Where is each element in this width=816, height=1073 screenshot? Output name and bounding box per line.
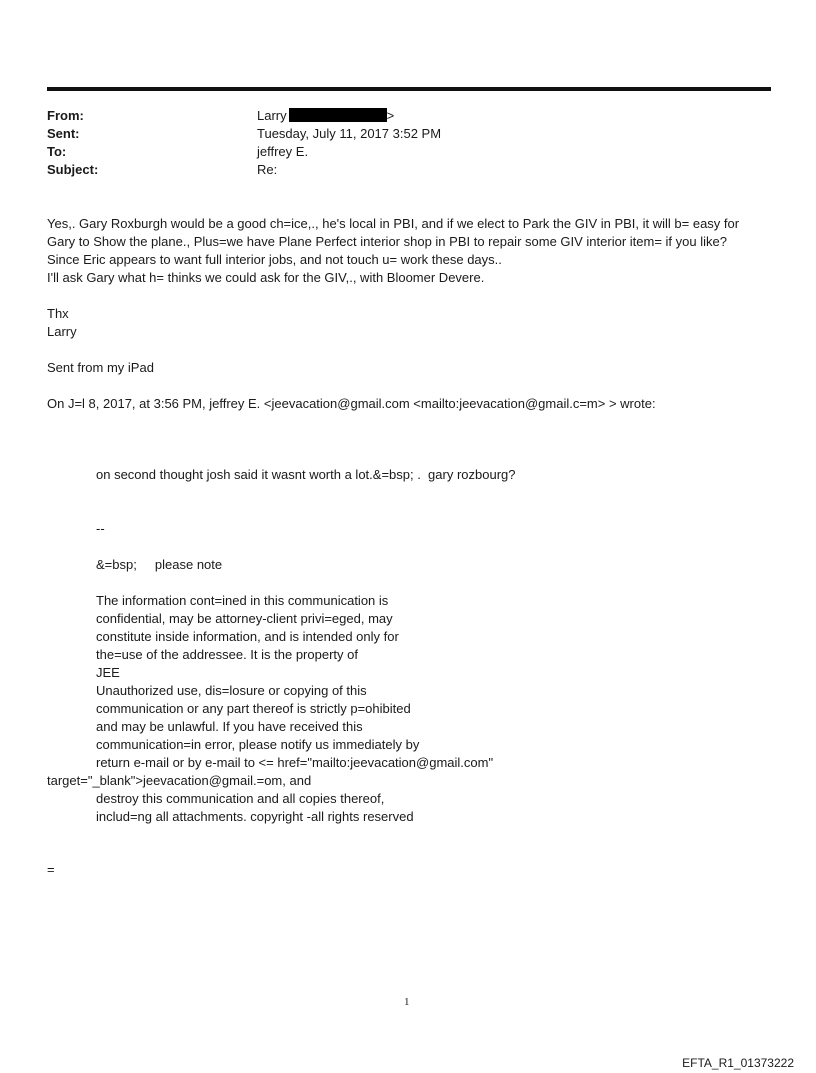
- from-value: [257, 108, 394, 123]
- body-line: Since Eric appears to want full interior jobs, and not touch u= work these days..: [47, 252, 502, 267]
- sent-value: Tuesday, July 11, 2017 3:52 PM: [257, 126, 442, 141]
- quote-header: On J=l 8, 2017, at 3:56 PM, jeffrey E. <jeevacation@gmail.com <mailto:jeevacation@gmail.c=m> > wrote:: [47, 396, 656, 411]
- body-line: I'll ask Gary what h= thinks we could ask for the GIV,., with Bloomer Devere.: [47, 270, 485, 285]
- redaction-bar: [289, 108, 387, 122]
- quoted-message: on second thought josh said it wasnt worth a lot.&=bsp; . gary rozbourg?: [96, 467, 516, 482]
- target-line: target="_blank">jeevacation@gmail.=om, and: [47, 773, 312, 788]
- disclaimer-line: constitute inside information, and is intended only for: [96, 629, 399, 644]
- disclaimer-line: JEE: [96, 665, 120, 680]
- signature-line: Sent from my iPad: [47, 360, 154, 375]
- sent-label: Sent:: [47, 126, 80, 141]
- please-note: &=bsp; please note: [96, 557, 223, 572]
- from-label: From:: [47, 108, 84, 123]
- header-rule: [47, 87, 771, 91]
- thx-line: Thx: [47, 306, 69, 321]
- trailing-equals: =: [47, 862, 55, 877]
- disclaimer-line: and may be unlawful. If you have received this: [96, 719, 363, 734]
- disclaimer-line: includ=ng all attachments. copyright -all rights reserved: [96, 809, 414, 824]
- body-line: Yes,. Gary Roxburgh would be a good ch=ice,., he's local in PBI, and if we elect to Park the GIV in PBI, it will b= easy for: [47, 216, 740, 231]
- name-line: Larry: [47, 324, 77, 339]
- disclaimer-line: The information cont=ined in this communication is: [96, 593, 389, 608]
- body-line: Gary to Show the plane., Plus=we have Plane Perfect interior shop in PBI to repair some GIV interior item= if you like?: [47, 234, 727, 249]
- bates-number: EFTA_R1_01373222: [682, 1056, 794, 1070]
- to-label: To:: [47, 144, 67, 159]
- subject-label: Subject:: [47, 162, 99, 177]
- disclaimer-line: destroy this communication and all copies thereof,: [96, 791, 385, 806]
- dashes: --: [96, 521, 105, 536]
- from-name: Larry: [257, 108, 287, 123]
- disclaimer-line: communication or any part thereof is strictly p=ohibited: [96, 701, 411, 716]
- disclaimer-line: confidential, may be attorney-client privi=eged, may: [96, 611, 393, 626]
- to-value: jeffrey E.: [257, 144, 309, 159]
- disclaimer-line: the=use of the addressee. It is the property of: [96, 647, 358, 662]
- disclaimer-line: return e-mail or by e-mail to <= href="mailto:jeevacation@gmail.com": [96, 755, 494, 770]
- page-number: 1: [404, 996, 410, 1008]
- disclaimer-line: Unauthorized use, dis=losure or copying of this: [96, 683, 367, 698]
- disclaimer-line: communication=in error, please notify us immediately by: [96, 737, 420, 752]
- subject-value: Re:: [257, 162, 278, 177]
- from-suffix: >: [386, 108, 395, 123]
